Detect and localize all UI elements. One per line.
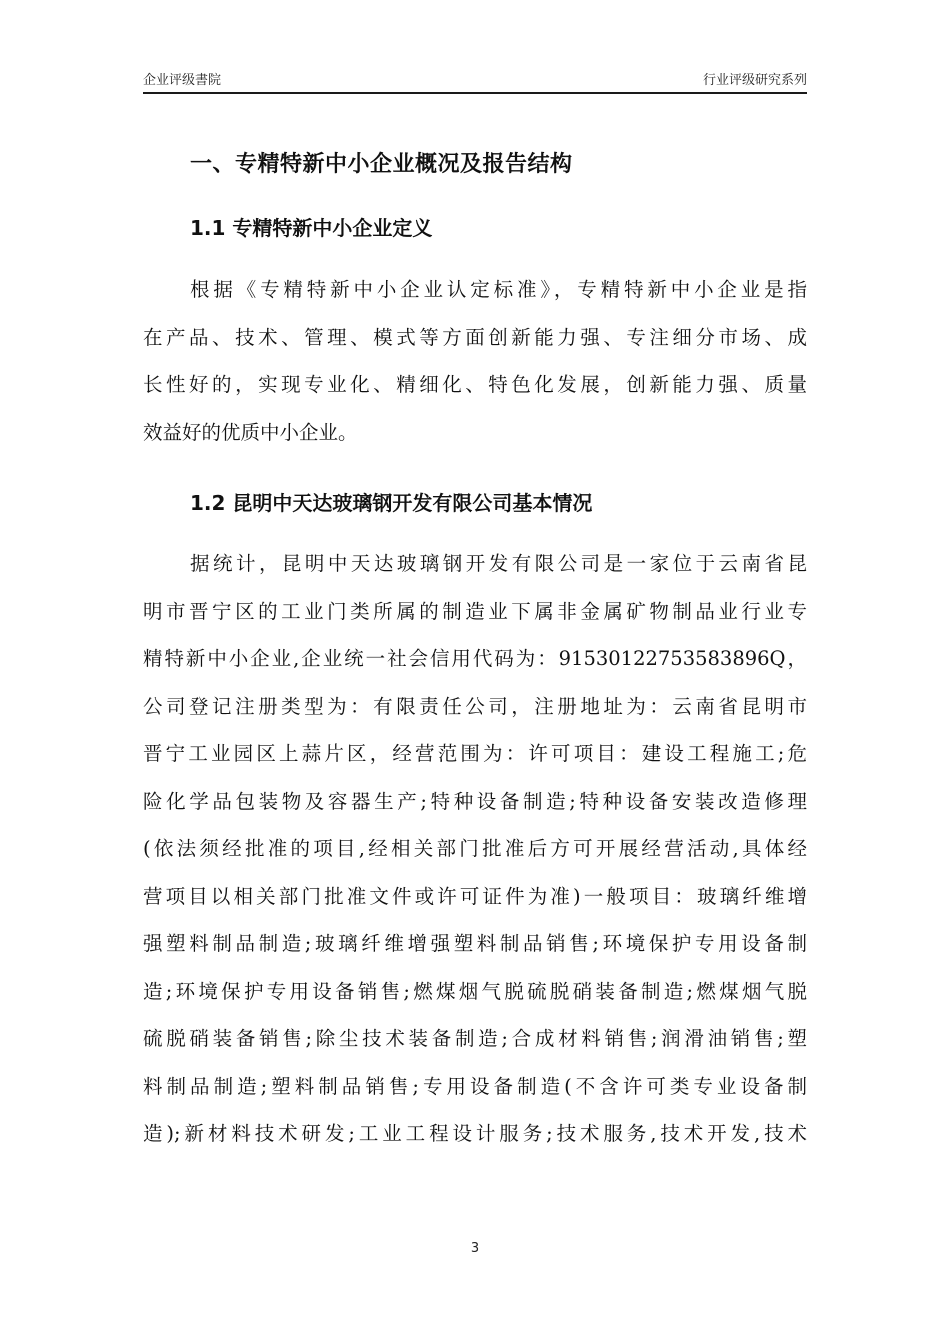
paragraph-line: 造;环境保护专用设备销售;燃煤烟气脱硫脱硝装备制造;燃煤烟气脱 xyxy=(143,979,807,1003)
paragraph-line: 长性好的，实现专业化、精细化、特色化发展，创新能力强、质量 xyxy=(143,373,807,396)
paragraph-line: 在产品、技术、管理、模式等方面创新能力强、专注细分市场、成 xyxy=(143,325,807,349)
section-heading: 一、专精特新中小企业概况及报告结构 xyxy=(190,152,573,177)
paragraph-line: 险化学品包装物及容器生产;特种设备制造;特种设备安装改造修理 xyxy=(143,789,807,813)
page-number: 3 xyxy=(470,1241,480,1256)
paragraph-line: 据统计，昆明中天达玻璃钢开发有限公司是一家位于云南省昆 xyxy=(190,552,807,575)
paragraph-line: 料制品制造;塑料制品销售;专用设备制造(不含许可类专业设备制 xyxy=(143,1074,807,1098)
paragraph-line: 明市晋宁区的工业门类所属的制造业下属非金属矿物制品业行业专 xyxy=(143,599,807,623)
paragraph-line: 根据《专精特新中小企业认定标准》，专精特新中小企业是指 xyxy=(190,278,807,301)
paragraph-line: 硫脱硝装备销售;除尘技术装备制造;合成材料销售;润滑油销售;塑 xyxy=(143,1027,807,1050)
header-left-title: 企业评级書院 xyxy=(143,73,222,88)
paragraph-company-info xyxy=(143,540,807,1158)
subsection-heading-1-1: 1.1 专精特新中小企业定义 xyxy=(190,216,433,240)
paragraph-line: 公司登记注册类型为：有限责任公司，注册地址为：云南省昆明市 xyxy=(143,694,807,718)
paragraph-line: (依法须经批准的项目,经相关部门批准后方可开展经营活动,具体经 xyxy=(143,837,807,860)
paragraph-line: 精特新中小企业,企业统一社会信用代码为：91530122753583896Q， xyxy=(143,647,807,670)
paragraph-line: 营项目以相关部门批准文件或许可证件为准)一般项目：玻璃纤维增 xyxy=(143,884,807,908)
paragraph-line: 效益好的优质中小企业。 xyxy=(143,420,358,444)
page-header xyxy=(143,66,807,94)
subsection-heading-1-2: 1.2 昆明中天达玻璃钢开发有限公司基本情况 xyxy=(190,491,593,515)
paragraph-line: 造);新材料技术研发;工业工程设计服务;技术服务,技术开发,技术 xyxy=(143,1122,807,1145)
paragraph-line: 强塑料制品制造;玻璃纤维增强塑料制品销售;环境保护专用设备制 xyxy=(143,932,807,955)
header-right-title: 行业评级研究系列 xyxy=(702,73,807,88)
paragraph-definition xyxy=(143,266,807,456)
paragraph-line: 晋宁工业园区上蒜片区，经营范围为：许可项目：建设工程施工;危 xyxy=(143,742,807,765)
